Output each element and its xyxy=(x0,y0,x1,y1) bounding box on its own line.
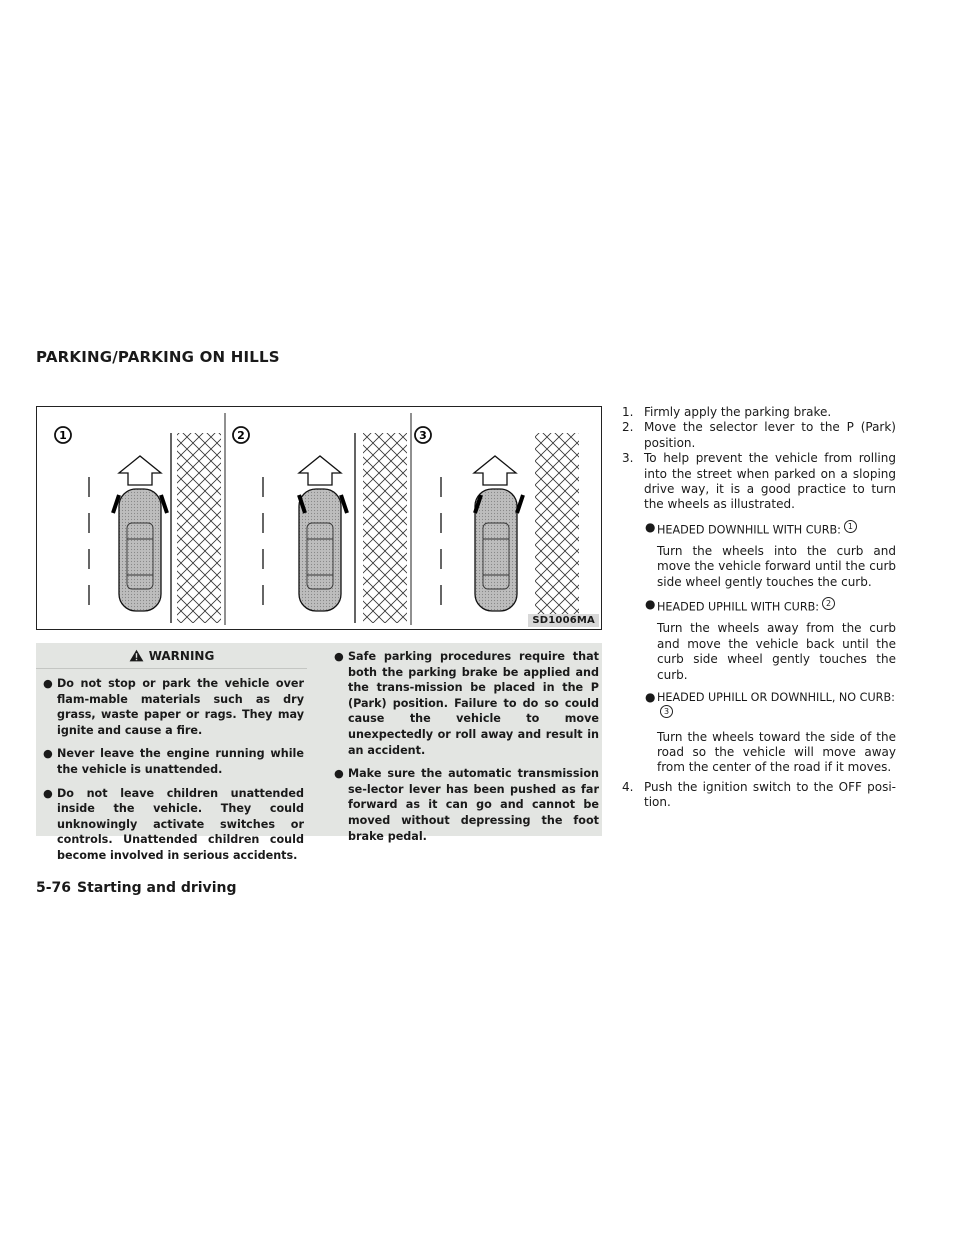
figure-code: SD1006MA xyxy=(528,614,599,627)
step-text: To help prevent the vehicle from rolling into the street when parked on a sloping drive way, it is a good practice to turn the wheels as illustrated. xyxy=(644,451,896,512)
panel-1 xyxy=(55,427,221,623)
substep-body: Turn the wheels toward the side of the road so the vehicle will move away from the center of the road if it moves. xyxy=(657,729,896,775)
warning-heading xyxy=(36,643,307,668)
direction-arrow-icon xyxy=(119,456,161,485)
direction-arrow-icon xyxy=(299,456,341,485)
callout-1: 1 xyxy=(59,429,67,442)
warning-item xyxy=(42,746,304,777)
parking-illustration xyxy=(36,406,602,630)
parking-diagram xyxy=(37,407,603,631)
warning-item xyxy=(333,649,599,758)
substep-title: HEADED UPHILL WITH CURB: 2 xyxy=(657,597,896,615)
substep-uphill-curb xyxy=(622,597,896,683)
warning-column-left xyxy=(42,676,304,872)
road-hatch xyxy=(535,433,579,623)
step-2 xyxy=(622,420,896,451)
callout-1-icon: 1 xyxy=(844,520,857,533)
substep-title: HEADED UPHILL OR DOWNHILL, NO CURB:3 xyxy=(657,690,895,717)
bullet-icon: ● xyxy=(43,786,53,800)
car-top-view-icon xyxy=(299,489,347,611)
procedure-steps xyxy=(622,405,896,811)
chapter-title: Starting and driving xyxy=(77,880,237,896)
step-text: Push the ignition switch to the OFF posi-tion. xyxy=(644,779,896,810)
substep-body: Turn the wheels into the curb and move the vehicle forward until the curb side wheel gently touches the curb. xyxy=(657,543,896,589)
step-number: 3. xyxy=(622,451,634,466)
bullet-icon: ● xyxy=(334,650,344,663)
callout-2: 2 xyxy=(237,429,245,442)
car-top-view-icon xyxy=(113,489,167,611)
warning-item-text: Do not stop or park the vehicle over flam-mable materials such as dry grass, waste paper or rags. They may ignite and cause a fire. xyxy=(57,677,304,737)
step-number: 1. xyxy=(622,405,634,419)
callout-3: 3 xyxy=(419,429,427,442)
warning-item xyxy=(333,766,599,844)
page-number: 5-76 xyxy=(36,880,72,896)
bullet-icon: ● xyxy=(334,767,344,781)
warning-triangle-icon xyxy=(129,649,144,662)
step-1 xyxy=(622,405,896,420)
page-footer xyxy=(36,880,236,896)
bullet-icon: ● xyxy=(645,689,656,704)
section-heading: PARKING/PARKING ON HILLS xyxy=(36,348,280,366)
step-number: 4. xyxy=(622,779,634,794)
warning-column-right xyxy=(333,649,599,852)
step-3 xyxy=(622,451,896,513)
substep-downhill-curb xyxy=(622,520,896,590)
bullet-icon: ● xyxy=(43,747,53,761)
step-text: Move the selector lever to the P (Park) position. xyxy=(644,420,896,450)
curb-hatch xyxy=(363,433,407,623)
callout-2-icon: 2 xyxy=(822,597,835,610)
warning-divider xyxy=(36,668,307,669)
substep-no-curb xyxy=(622,690,896,776)
substep-body: Turn the wheels away from the curb and move the vehicle back until the curb side wheel gently touches the curb. xyxy=(657,621,896,682)
car-top-view-icon xyxy=(475,489,523,611)
warning-item xyxy=(42,676,304,738)
step-number: 2. xyxy=(622,420,634,435)
warning-item-text: Make sure the automatic transmission se-lector lever has been pushed as far forward as it can go and cannot be moved without depressing the foot brake pedal. xyxy=(348,767,599,843)
warning-heading-text: WARNING xyxy=(148,648,215,663)
warning-item-text: Do not leave children unattended inside the vehicle. They could unknowingly activate switches or controls. Unattended children could become involved in serious accidents. xyxy=(57,786,304,862)
bullet-icon: ● xyxy=(645,597,656,612)
panel-3 xyxy=(415,427,579,623)
warning-item xyxy=(42,786,304,864)
warning-item-text: Safe parking procedures require that both the parking brake be applied and the trans-mission be placed in the P (Park) position. Failure to do so could cause the vehicle to move unexpectedly or roll away and result in an accident. xyxy=(348,650,599,757)
bullet-icon: ● xyxy=(645,519,656,534)
callout-3-icon: 3 xyxy=(660,705,673,718)
curb-hatch xyxy=(177,433,221,623)
step-4 xyxy=(622,780,896,811)
substep-title: HEADED DOWNHILL WITH CURB: 1 xyxy=(657,520,896,538)
warning-item-text: Never leave the engine running while the vehicle is unattended. xyxy=(57,747,304,776)
bullet-icon: ● xyxy=(43,677,53,690)
step-text: Firmly apply the parking brake. xyxy=(644,405,832,419)
direction-arrow-icon xyxy=(474,456,516,485)
panel-2 xyxy=(233,427,407,623)
